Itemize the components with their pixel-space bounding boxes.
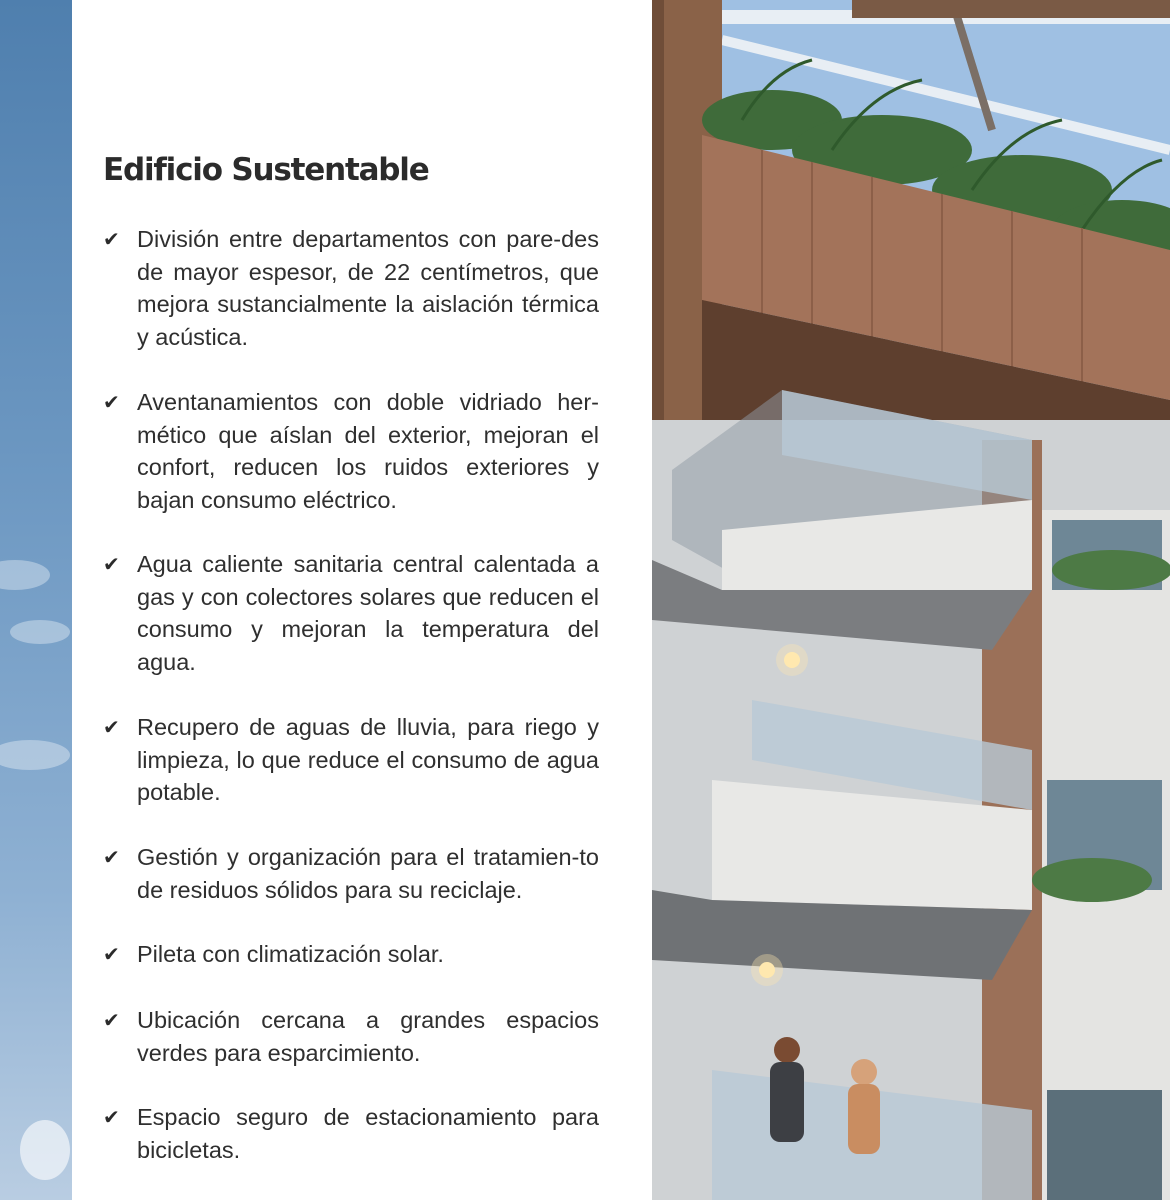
feature-text: Recupero de aguas de lluvia, para riego y limpieza, lo que reduce el consumo de agua potable. <box>137 714 599 805</box>
feature-text: División entre departamentos con pare-des de mayor espesor, de 22 centímetros, que mejora sustancialmente la aislación térmica y acústica. <box>137 226 599 350</box>
feature-item <box>103 223 599 353</box>
check-icon: ✔ <box>103 942 120 966</box>
feature-text: Ubicación cercana a grandes espacios verdes para esparcimiento. <box>137 1007 599 1066</box>
feature-text: Pileta con climatización solar. <box>137 941 444 967</box>
feature-item <box>103 386 599 516</box>
building-render-image <box>652 0 1170 1200</box>
page-title: Edificio Sustentable <box>103 152 429 188</box>
check-icon: ✔ <box>103 227 120 251</box>
check-icon: ✔ <box>103 552 120 576</box>
feature-item <box>103 711 599 809</box>
feature-text: Agua caliente sanitaria central calentada a gas y con colectores solares que reducen el consumo y mejoran la temperatura del agua. <box>137 551 599 675</box>
feature-item <box>103 1101 599 1166</box>
feature-item <box>103 548 599 678</box>
check-icon: ✔ <box>103 390 120 414</box>
feature-item <box>103 1004 599 1069</box>
check-icon: ✔ <box>103 715 120 739</box>
feature-item <box>103 938 599 971</box>
check-icon: ✔ <box>103 1105 120 1129</box>
feature-text: Espacio seguro de estacionamiento para bicicletas. <box>137 1104 599 1163</box>
feature-text: Aventanamientos con doble vidriado her-mético que aíslan del exterior, mejoran el confort, reducen los ruidos exteriores y bajan consumo eléctrico. <box>137 389 599 513</box>
check-icon: ✔ <box>103 1008 120 1032</box>
text-panel <box>72 0 652 1200</box>
check-icon: ✔ <box>103 845 120 869</box>
feature-item <box>103 841 599 906</box>
feature-text: Gestión y organización para el tratamien-to de residuos sólidos para su reciclaje. <box>137 844 599 903</box>
sky-background-strip <box>0 0 72 1200</box>
